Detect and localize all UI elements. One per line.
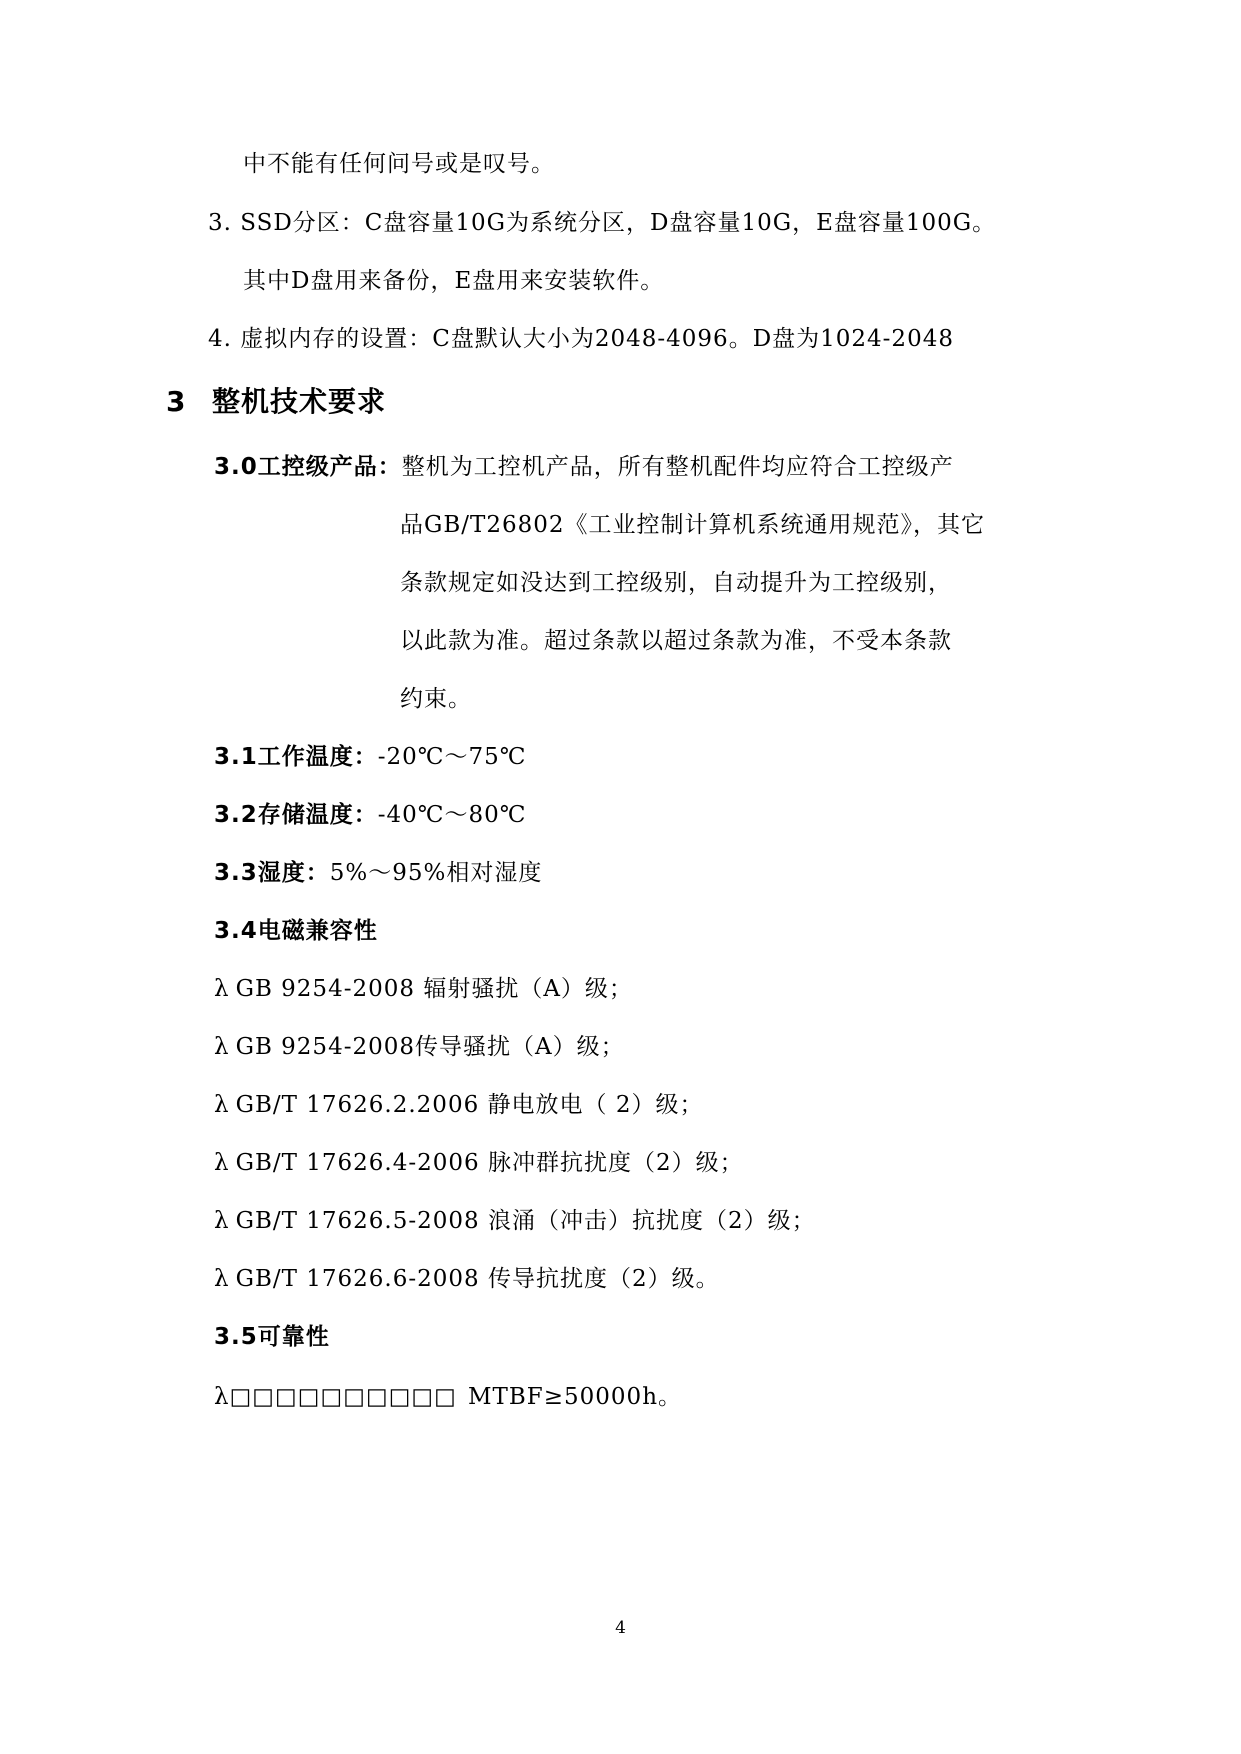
list-item — [214, 1382, 457, 1412]
bullet-icon: λ — [214, 1208, 230, 1234]
clause-text: 品GB/T26802《工业控制计算机系统通用规范》，其它 — [400, 512, 986, 538]
clause-label: 3.0工控级产品： — [214, 454, 402, 480]
list-item: λ GB/T 17626.2.2006 静电放电（ 2）级； — [214, 1092, 704, 1118]
clause-3-4 — [214, 916, 378, 946]
clause-label: 3.3湿度： — [214, 860, 330, 886]
page-number: 4 — [615, 1618, 626, 1638]
clause-label: 3.2存储温度： — [214, 802, 378, 828]
text-line: 中不能有任何问号或是叹号。 — [243, 151, 555, 177]
bullet-icon: λ — [214, 1150, 230, 1176]
list-item-3: 3. SSD分区：C盘容量10G为系统分区，D盘容量10G，E盘容量100G。 — [208, 210, 997, 236]
clause-text: 约束。 — [400, 686, 472, 712]
clause-text: 以此款为准。超过条款以超过条款为准，不受本条款 — [400, 628, 952, 654]
section-number: 3 — [166, 385, 187, 418]
section-title: 整机技术要求 — [212, 385, 387, 418]
clause-text: 5%～95%相对湿度 — [329, 860, 543, 886]
list-item: λ GB/T 17626.5-2008 浪涌（冲击）抗扰度（2）级； — [214, 1208, 816, 1234]
text-line: 其中D盘用来备份，E盘用来安装软件。 — [243, 268, 665, 294]
clause-3-1 — [214, 742, 527, 772]
clause-3-2 — [214, 800, 527, 830]
bullet-icon: λ — [214, 1384, 230, 1410]
clause-text: -20℃～75℃ — [377, 744, 527, 770]
bullet-icon: λ — [214, 1266, 230, 1292]
list-item-4: 4. 虚拟内存的设置：C盘默认大小为2048-4096。D盘为1024-2048 — [208, 326, 954, 352]
bullet-icon: λ — [214, 1092, 230, 1118]
reliability-value: MTBF≥50000h。 — [468, 1384, 683, 1410]
list-item: λ GB 9254-2008 辐射骚扰（A）级； — [214, 976, 633, 1002]
clause-text: 条款规定如没达到工控级别，自动提升为工控级别， — [400, 570, 952, 596]
list-item: λ GB/T 17626.6-2008 传导抗扰度（2）级。 — [214, 1266, 720, 1292]
bullet-icon: λ — [214, 976, 230, 1002]
list-item: λ GB 9254-2008传导骚扰（A）级； — [214, 1034, 625, 1060]
bullet-icon: λ — [214, 1034, 230, 1060]
section-heading — [166, 384, 386, 420]
clause-text: -40℃～80℃ — [377, 802, 527, 828]
clause-label: 3.1工作温度： — [214, 744, 378, 770]
clause-text: 整机为工控机产品，所有整机配件均应符合工控级产 — [401, 454, 954, 480]
clause-label: 3.5可靠性 — [214, 1324, 330, 1350]
clause-3-3 — [214, 858, 542, 888]
clause-label: 3.4电磁兼容性 — [214, 918, 378, 944]
clause-3-5 — [214, 1322, 330, 1352]
list-item: λ GB/T 17626.4-2006 脉冲群抗扰度（2）级； — [214, 1150, 744, 1176]
clause-3-0 — [214, 452, 954, 482]
garbled-text: □□□□□□□□□□ — [229, 1384, 457, 1410]
